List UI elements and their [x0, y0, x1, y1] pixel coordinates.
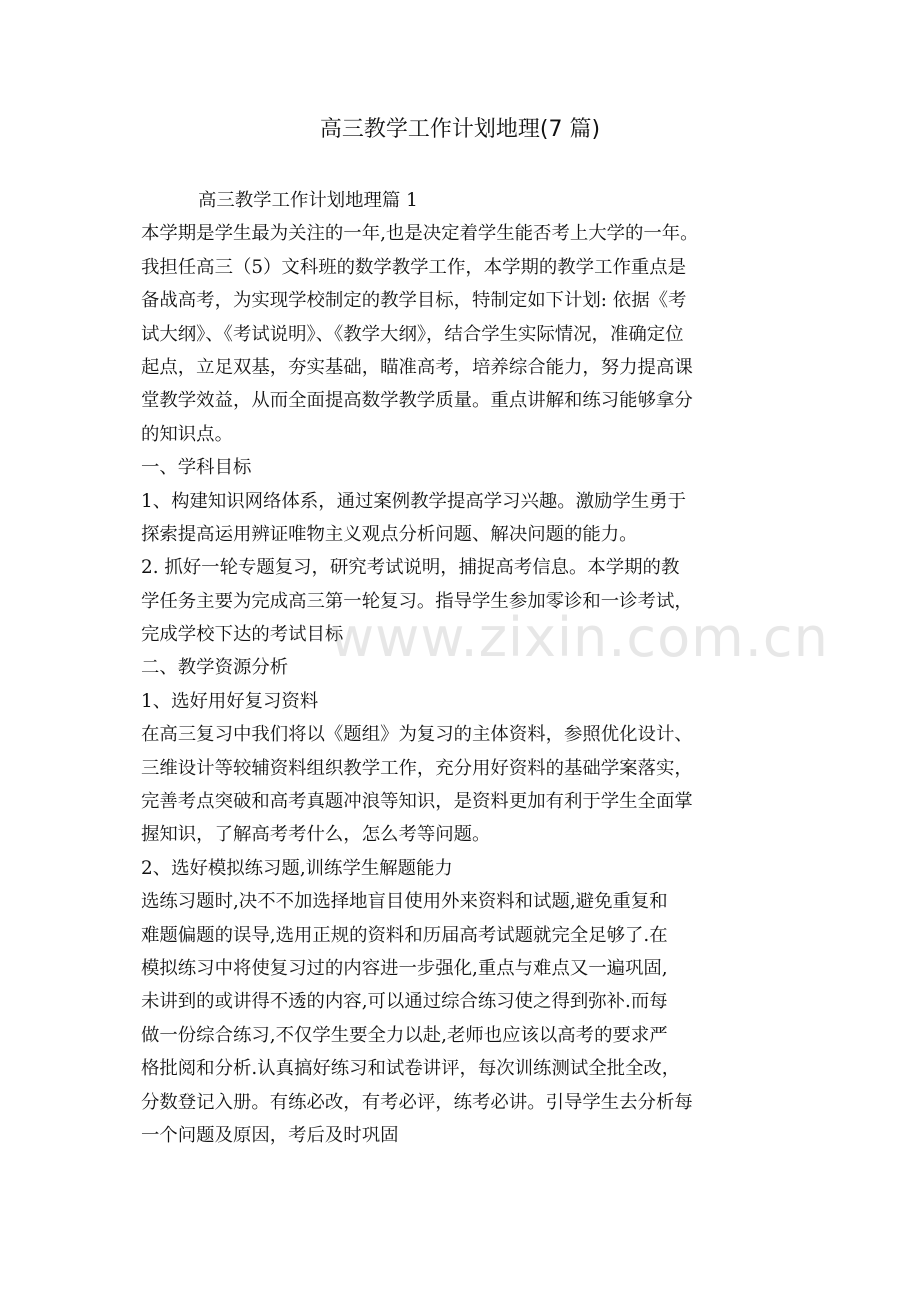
- paragraph-line: 我担任高三（5）文科班的数学教学工作，本学期的教学工作重点是: [141, 256, 687, 278]
- subheading: 二、教学资源分析: [141, 657, 289, 679]
- document-title: 高三教学工作计划地理(7 篇): [319, 117, 601, 142]
- subheading: 2、选好模拟练习题,训练学生解题能力: [141, 857, 453, 879]
- paragraph-line: 分数登记入册。有练必改，有考必评，练考必讲。引导学生去分析每: [141, 1091, 693, 1113]
- paragraph-line: 难题偏题的误导,选用正规的资料和历届高考试题就完全足够了.在: [141, 924, 668, 946]
- paragraph-line: 1、构建知识网络体系，通过案例教学提高学习兴趣。激励学生勇于: [141, 490, 687, 512]
- paragraph-line: 学任务主要为完成高三第一轮复习。指导学生参加零诊和一诊考试，: [141, 590, 693, 612]
- paragraph-line: 格批阅和分析.认真搞好练习和试卷讲评，每次训练测试全批全改，: [141, 1058, 681, 1080]
- paragraph-line: 一个问题及原因，考后及时巩固: [141, 1124, 399, 1146]
- paragraph-line: 探索提高运用辨证唯物主义观点分析问题、解决问题的能力。: [141, 523, 638, 545]
- subheading: 1、选好用好复习资料: [141, 690, 319, 712]
- paragraph-line: 完成学校下达的考试目标: [141, 624, 344, 646]
- paragraph-line: 完善考点突破和高考真题冲浪等知识，是资料更加有利于学生全面掌: [141, 791, 693, 813]
- paragraph-line: 模拟练习中将使复习过的内容进一步强化,重点与难点又一遍巩固,: [141, 957, 668, 979]
- paragraph-line: 做一份综合练习,不仅学生要全力以赴,老师也应该以高考的要求严: [141, 1024, 668, 1046]
- paragraph-line: 在高三复习中我们将以《题组》为复习的主体资料，参照优化设计、: [141, 724, 693, 746]
- paragraph-line: 的知识点。: [141, 423, 233, 445]
- paragraph-line: 2. 抓好一轮专题复习，研究考试说明，捕捉高考信息。本学期的教: [141, 557, 680, 579]
- paragraph-line: 未讲到的或讲得不透的内容,可以通过综合练习使之得到弥补.而每: [141, 991, 668, 1013]
- paragraph-line: 握知识，了解高考考什么，怎么考等问题。: [141, 824, 491, 846]
- paragraph-line: 试大纲》、《考试说明》、《教学大纲》，结合学生实际情况，准确定位: [141, 323, 684, 345]
- paragraph-line: 起点，立足双基，夯实基础，瞄准高考，培养综合能力，努力提高课: [141, 356, 693, 378]
- paragraph-line: 备战高考，为实现学校制定的教学目标，特制定如下计划: 依据《考: [141, 290, 687, 312]
- paragraph-line: 选练习题时,决不不加选择地盲目使用外来资料和试题,避免重复和: [141, 891, 668, 913]
- watermark: www.zixin.com.cn: [330, 606, 829, 669]
- paragraph-line: 本学期是学生最为关注的一年,也是决定着学生能否考上大学的一年。: [141, 223, 699, 245]
- paragraph-line: 三维设计等较辅资料组织教学工作，充分用好资料的基础学案落实，: [141, 757, 693, 779]
- document-body: [141, 184, 791, 1152]
- paragraph-line: 堂教学效益，从而全面提高数学教学质量。重点讲解和练习能够拿分: [141, 390, 693, 412]
- section-heading: 高三教学工作计划地理篇 1: [198, 190, 418, 211]
- subheading: 一、学科目标: [141, 457, 252, 479]
